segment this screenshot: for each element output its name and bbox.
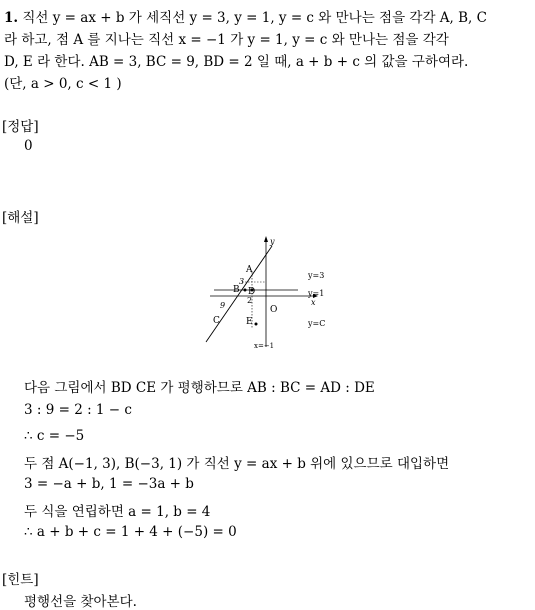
solution-step-5: 3 = −a + b, 1 = −3a + b [24, 476, 194, 492]
problem-line-1 [4, 6, 487, 26]
label-D: D [248, 287, 256, 297]
seg-label-3: 3 [239, 277, 245, 286]
label-C: C [213, 316, 220, 326]
solution-step-2: 3 : 9 = 2 : 1 − c [24, 402, 132, 418]
point-B [244, 289, 247, 292]
solution-step-7: ∴ a + b + c = 1 + 4 + (−5) = 0 [24, 524, 237, 540]
solution-header: [해설] [2, 210, 39, 226]
seg-label-2: 2 [247, 296, 253, 305]
x-axis-label: x [311, 298, 316, 307]
seg-label-9: 9 [220, 301, 226, 310]
label-x-neg1: x=−1 [254, 342, 275, 350]
point-E [255, 323, 258, 326]
label-yc: y=C [308, 319, 326, 328]
solution-step-3: ∴ c = −5 [24, 428, 85, 444]
hint-header: [힌트] [2, 572, 39, 588]
origin-label: O [270, 305, 278, 315]
label-A: A [246, 265, 253, 275]
label-E: E [246, 317, 253, 327]
answer-value: 0 [24, 138, 33, 154]
problem-line-2: 라 하고, 점 A 를 지나는 직선 x = −1 가 y = 1, y = c 와 만나는 점을 각각 [4, 32, 449, 48]
label-B: B [233, 285, 240, 295]
solution-step-1: 다음 그림에서 BD CE 가 평행하므로 AB : BC = AD : DE [24, 380, 375, 396]
y-axis-arrow [264, 236, 268, 242]
solution-step-6: 두 식을 연립하면 a = 1, b = 4 [24, 504, 211, 520]
hint-text: 평행선을 찾아본다. [24, 594, 137, 610]
solution-figure [200, 232, 340, 354]
solution-step-4: 두 점 A(−1, 3), B(−3, 1) 가 직선 y = ax + b 위에 있으므로 대입하면 [24, 456, 450, 472]
problem-line-3: D, E 라 한다. AB = 3, BC = 9, BD = 2 일 때, a + b + c 의 값을 구하여라. [4, 54, 469, 70]
answer-header: [정답] [2, 119, 39, 135]
label-y3: y=3 [308, 271, 325, 280]
problem-number: 1. [4, 10, 19, 26]
problem-line-4: (단, a > 0, c < 1 ) [4, 76, 122, 92]
y-axis-label: y [270, 237, 275, 246]
label-y1: y=1 [308, 289, 325, 298]
problem-text-1: 직선 y = ax + b 가 세직선 y = 3, y = 1, y = c 와 만나는 점을 각각 A, B, C [22, 10, 487, 26]
